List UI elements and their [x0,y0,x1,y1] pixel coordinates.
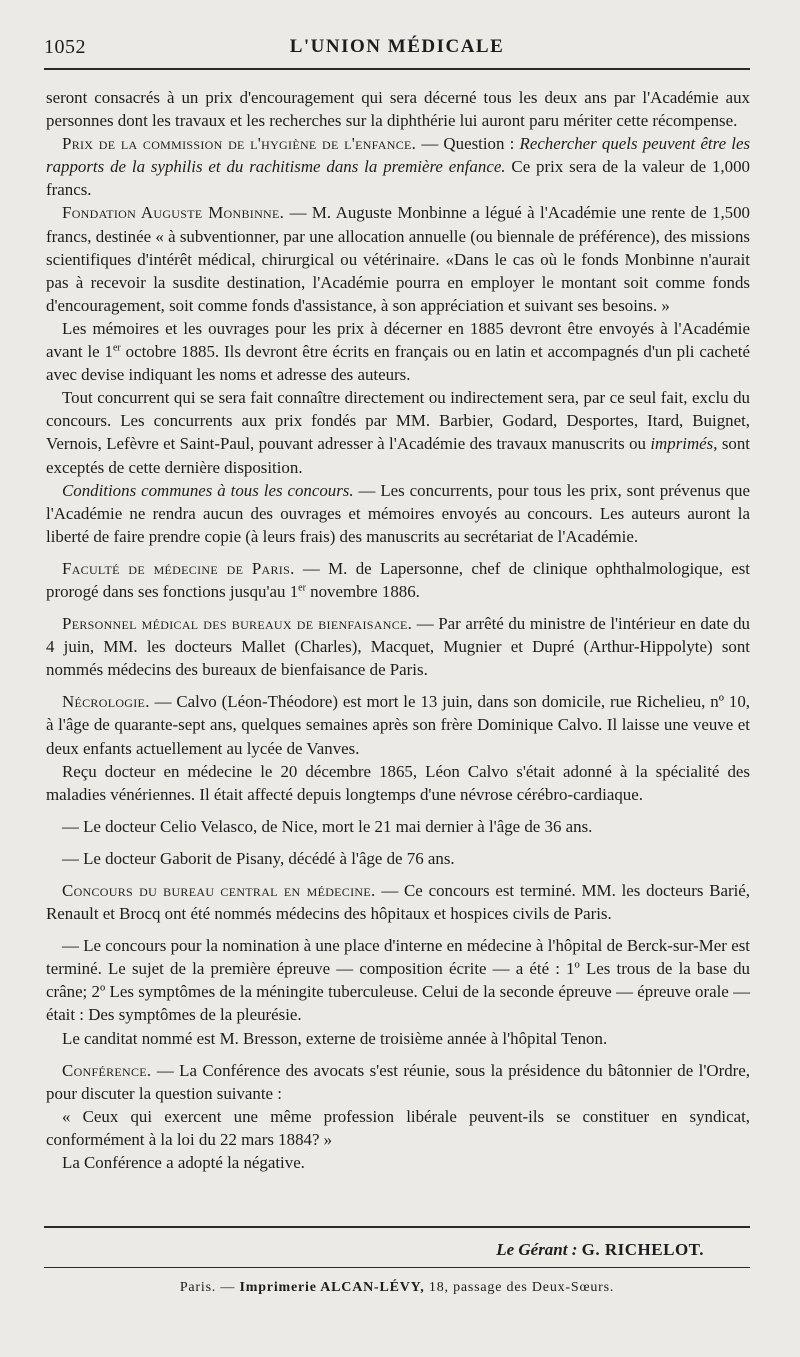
header-rule [44,68,750,70]
page-header [44,36,750,62]
paragraph-monbinne-foundation: Fondation Auguste Monbinne. — M. Auguste Monbinne a légué à l'Académie une rente de 1,500 francs, destinée « à subventionner, par une allocation annuelle (ou biennale de préférence), des missions scientifiques d'intérêt médical, chirurgical ou vétérinaire. «Dans le cas où le fonds Monbinne n'aurait pas à recevoir la susdite destination, l'Académie pourra en employer le montant soit comme fonds d'encouragement, soit comme fonds d'assistance, à son appréciation et suivant ses besoins. » [46,203,751,315]
section-heading: Personnel médical des bureaux de bienfaisance. [62,614,413,634]
paragraph-exclusion-rule: Tout concurrent qui se sera fait connaître directement ou indirectement sera, par ce seul fait, exclu du concours. Les concurrents aux prix fondés par MM. Barbier, Godard, Desportes, Itard, Buignet, Vernois, Lefèvre et Saint-Paul, pouvant adresser à l'Académie des travaux manuscrits ou imprimés, sont exceptés de cette dernière disposition. [46,388,750,477]
page-number: 1052 [44,36,86,58]
journal-title: L'UNION MÉDICALE [289,36,505,57]
paragraph-conference-result: La Conférence a adopté la négative. [62,1153,305,1173]
paragraph-hygiene-prize: Prix de la commission de l'hygiène de l'enfance. — Question : Rechercher quels peuvent être les rapports de la syphilis et du rachitisme dans la première enfance. Ce prix sera de la valeur de 1,000 francs. [46,134,751,200]
paragraph-gaborit: — Le docteur Gaborit de Pisany, décédé à l'âge de 76 ans. [62,848,455,868]
section-heading: Conférence. [62,1060,152,1080]
paragraph-submission-deadline: Les mémoires et les ouvrages pour les prix à décerner en 1885 devront être envoyés à l'Académie avant le 1er octobre 1885. Ils devront être écrits en français ou en latin et accompagnés d'un pli cacheté avec devise indiquant les noms et adresse des auteurs. [46,318,750,385]
paragraph-diphtheria-prize: seront consacrés à un prix d'encouragement qui sera décerné tous les deux ans par l'Académie aux personnes dont les travaux et les recherches sur la diphthérie lui auront paru mériter cette récompense. [46,88,750,131]
paragraph-conference: Conférence. — La Conférence des avocats s'est réunie, sous la présidence du bâtonnier de l'Ordre, pour discuter la question suivante : [46,1060,750,1103]
section-heading: Concours du bureau central en médecine. [62,881,376,900]
section-heading: Nécrologie. [62,692,150,712]
section-heading: Fondation Auguste Monbinne. [62,203,285,223]
paragraph-faculty-paris: Faculté de médecine de Paris. — M. de Lapersonne, chef de clinique ophthalmologique, est prorogé dans ses fonctions jusqu'au 1er novembre 1886. [46,558,750,601]
prize-question: Rechercher quels peuvent être les rapports de la syphilis et du rachitisme dans la première enfance. [46,134,751,177]
imprint-rule [44,1267,750,1268]
section-heading: Prix de la commission de l'hygiène de l'enfance. [62,134,417,154]
printer-imprint: Paris. — Imprimerie ALCAN-LÉVY, 18, passage des Deux-Sœurs. [179,1280,615,1295]
paragraph-berck-interne: — Le concours pour la nomination à une place d'interne en médecine à l'hôpital de Berck-sur-Mer est terminé. Le sujet de la première épreuve — composition écrite — a été : 1º Les trous de la base du crâne; 2º Les symptômes de la méningite tuberculeuse. Celui de la seconde épreuve — épreuve orale — était : Des symptômes de la pleurésie. [46,936,750,1025]
section-heading: Conditions communes à tous les concours. [62,480,354,500]
paragraph-bienfaisance-staff: Personnel médical des bureaux de bienfaisance. — Par arrêté du ministre de l'intérieur en date du 4 juin, MM. les docteurs Mallet (Charles), Macquet, Mugnier et Dupré (Arthur-Hippolyte) sont nommés médecins des bureaux de bienfaisance de Paris. [46,614,751,680]
paragraph-syndicate-question: « Ceux qui exercent une même profession libérale peuvent-ils se constituer en syndicat, conformément à la loi du 22 mars 1884? » [46,1106,750,1149]
paragraph-necrology: Nécrologie. — Calvo (Léon-Théodore) est mort le 13 juin, dans son domicile, rue Richelieu, nº 10, à l'âge de quarante-sept ans, quelques semaines après son frère Dominique Calvo. Il laisse une veuve et deux enfants actuellement au lycée de Vanves. [46,692,750,758]
paragraph-candidate: Le canditat nommé est M. Bresson, externe de troisième année à l'hôpital Tenon. [62,1028,608,1048]
article-body [46,86,750,1174]
paragraph-calvo-career: Reçu docteur en médecine le 20 décembre 1865, Léon Calvo s'était adonné à la spécialité des maladies vénériennes. Il était affecté depuis longtemps d'une névrose cérébro-cardiaque. [46,761,750,804]
paragraph-velasco: — Le docteur Celio Velasco, de Nice, mort le 21 mai dernier à l'âge de 36 ans. [62,816,593,836]
closing-rule [44,1226,750,1228]
managing-editor-signature: Le Gérant : G. RICHELOT. [496,1240,704,1259]
paragraph-central-bureau-concours: Concours du bureau central en médecine. — Ce concours est terminé. MM. les docteurs Barié, Renault et Brocq ont été nommés médecins des hôpitaux et hospices civils de Paris. [46,881,750,924]
section-heading: Faculté de médecine de Paris. [62,558,295,578]
paragraph-common-conditions: Conditions communes à tous les concours. — Les concurrents, pour tous les prix, sont prévenus que l'Académie ne rendra aucun des ouvrages et mémoires envoyés au concours. Les auteurs auront la liberté de faire prendre copie (à leurs frais) des manuscrits au secrétariat de l'Académie. [46,480,750,546]
